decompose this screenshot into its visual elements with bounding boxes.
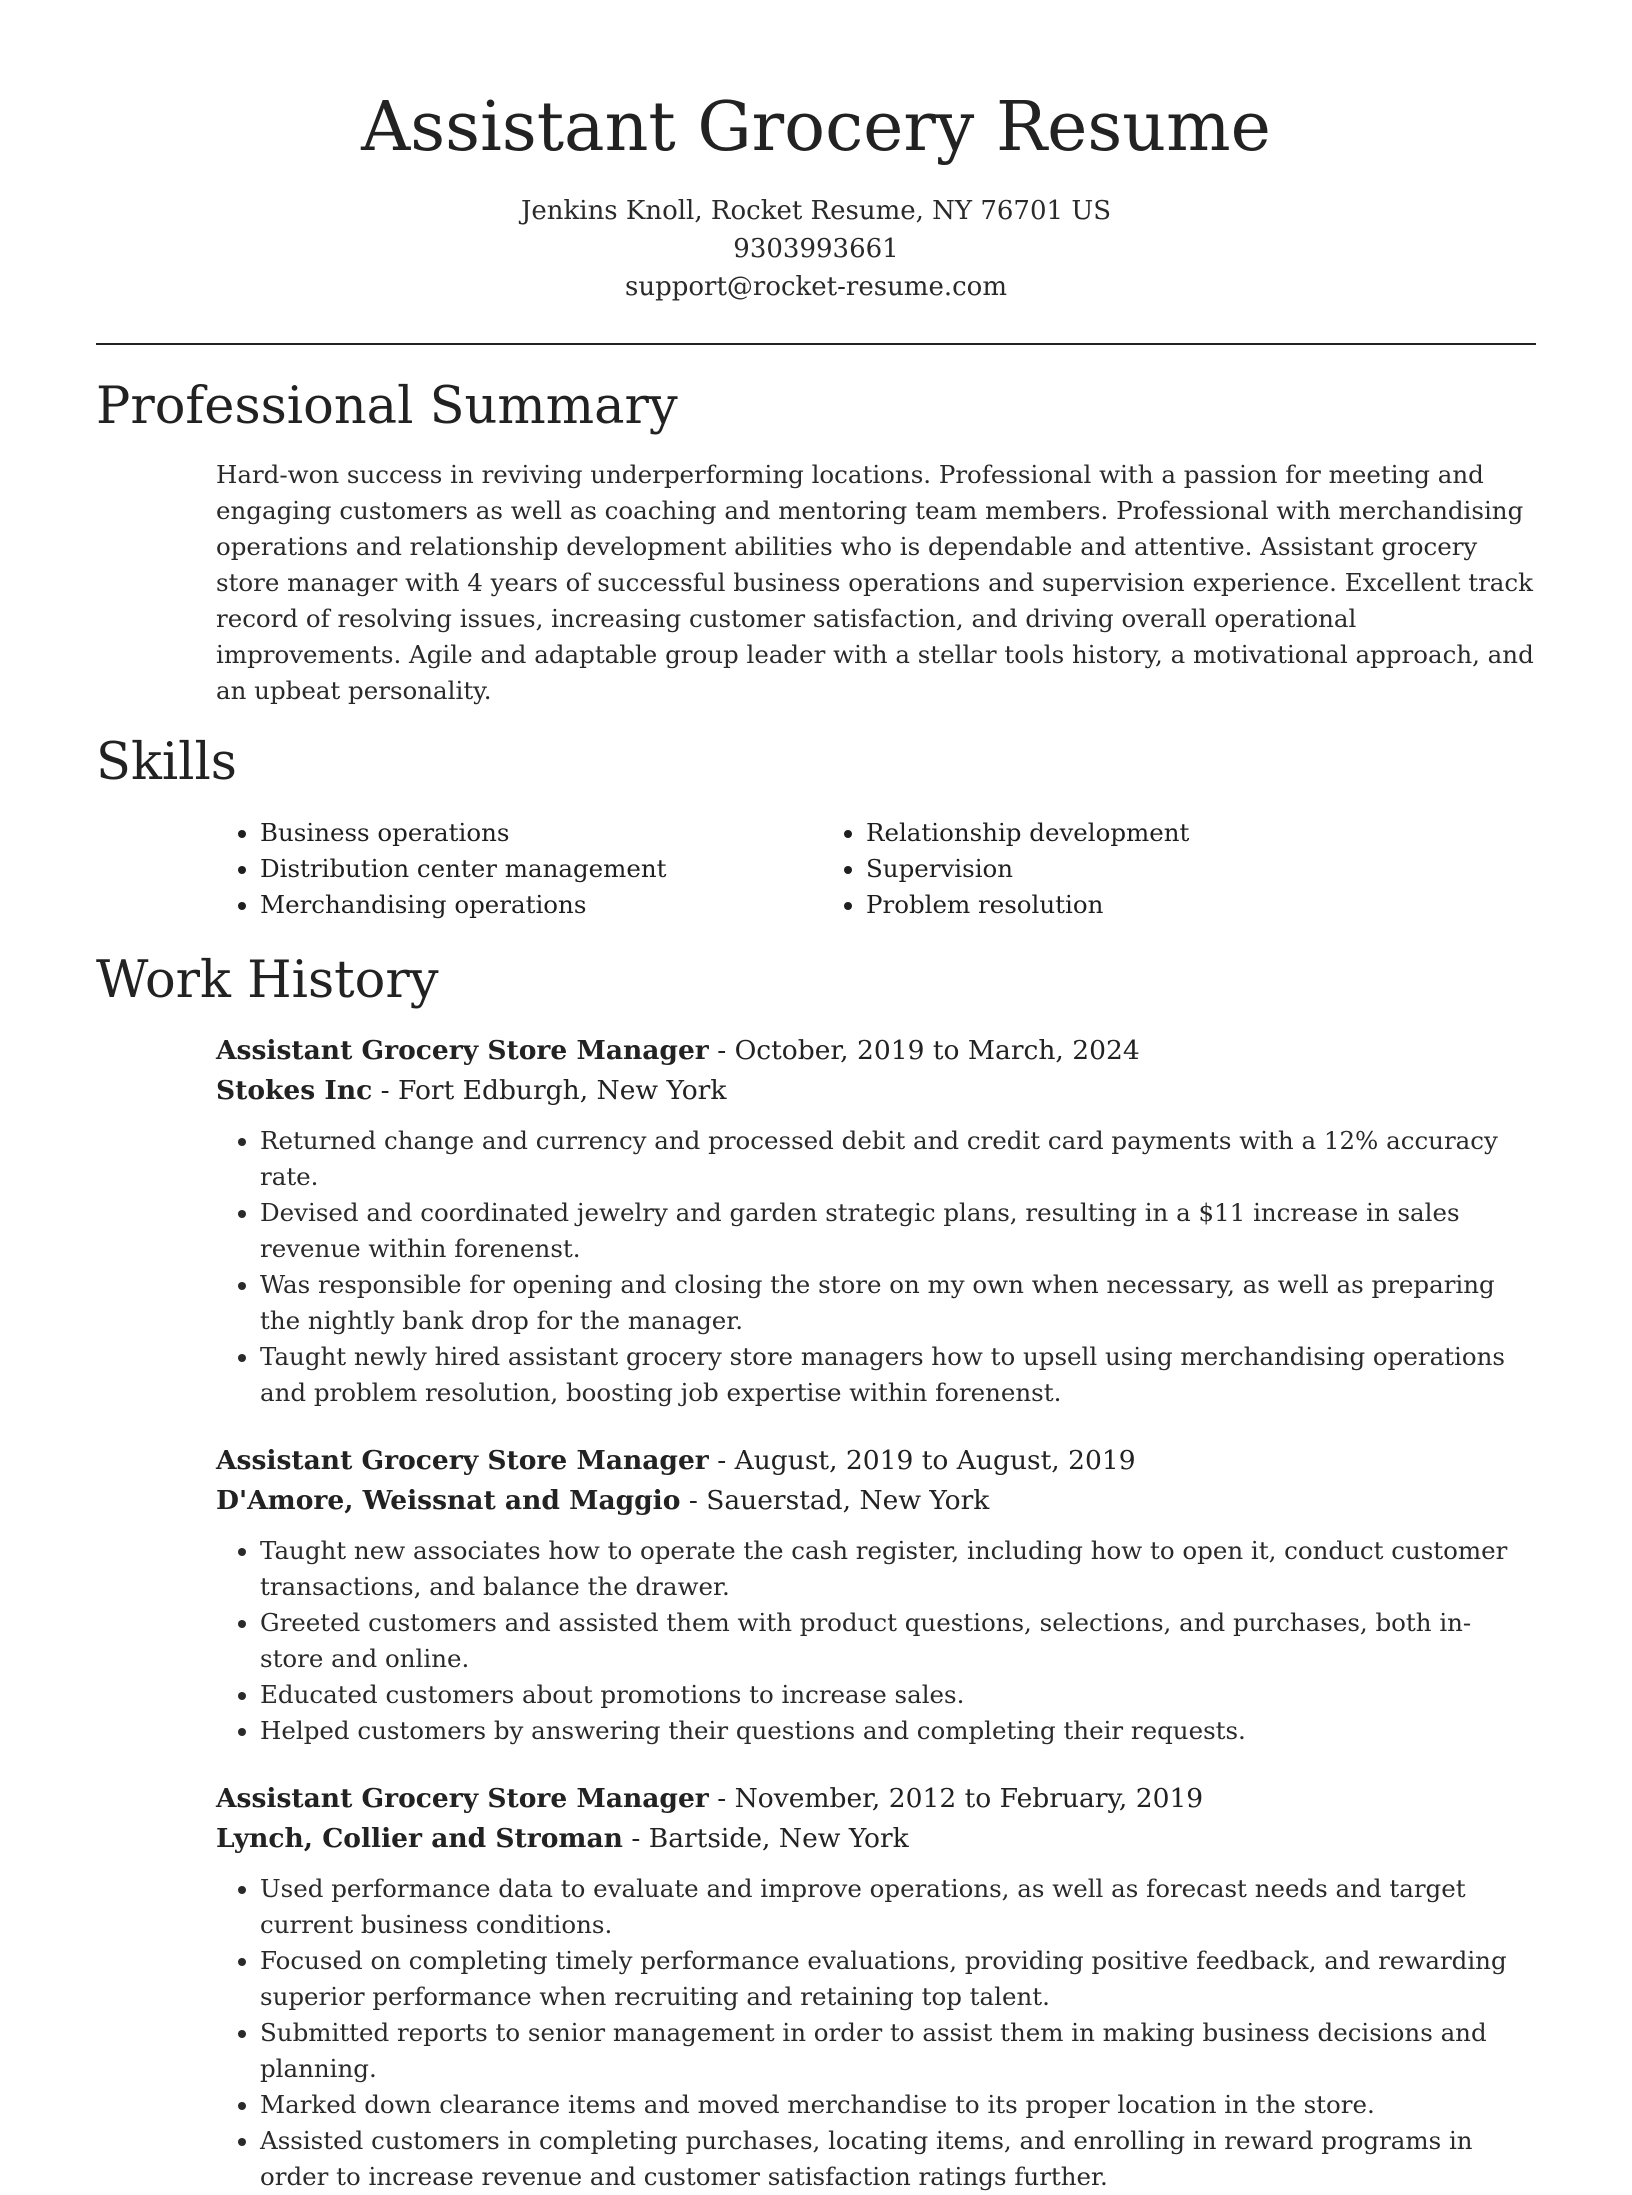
job-bullets (216, 1533, 1536, 1749)
job-bullet: • Used performance data to evaluate and improve operations, as well as forecast needs and target current business conditions. (260, 1871, 1536, 1943)
job-entry (216, 1031, 1536, 1411)
skill-item: • Relationship development (866, 815, 1428, 851)
job-title-line (216, 1441, 1536, 1481)
job-role: Assistant Grocery Store Manager (216, 1783, 709, 1814)
job-company: D'Amore, Weissnat and Maggio (216, 1485, 681, 1516)
job-company-line (216, 1481, 1536, 1521)
skill-item: • Merchandising operations (260, 887, 822, 923)
work-history-heading: Work History (96, 951, 439, 1010)
job-dates: - August, 2019 to August, 2019 (708, 1445, 1136, 1476)
skills-list (216, 815, 1536, 923)
header-divider (96, 343, 1536, 345)
contact-email: support@rocket-resume.com (624, 272, 1007, 302)
job-bullet: • Helped customers by answering their questions and completing their requests. (260, 1713, 1536, 1749)
job-bullet: • Devised and coordinated jewelry and garden strategic plans, resulting in a $11 increase in sales revenue within forenenst. (260, 1195, 1536, 1267)
job-location: - Sauerstad, New York (680, 1485, 990, 1516)
job-bullet: • Assisted customers in completing purchases, locating items, and enrolling in reward programs in order to increase revenue and customer satisfaction ratings further. (260, 2123, 1536, 2195)
skill-item: • Business operations (260, 815, 822, 851)
job-bullet: • Was responsible for opening and closing the store on my own when necessary, as well as preparing the nightly bank drop for the manager. (260, 1267, 1536, 1339)
resume-header (96, 0, 1536, 306)
job-bullet: • Taught new associates how to operate the cash register, including how to open it, conduct customer transactions, and balance the drawer. (260, 1533, 1536, 1605)
skills-column-right (822, 815, 1428, 923)
skills-heading: Skills (96, 733, 237, 792)
job-bullet: • Submitted reports to senior management in order to assist them in making business decisions and planning. (260, 2015, 1536, 2087)
skills-column-left (216, 815, 822, 923)
job-bullet: • Greeted customers and assisted them with product questions, selections, and purchases, both in-store and online. (260, 1605, 1536, 1677)
job-title-line (216, 1779, 1536, 1819)
job-role: Assistant Grocery Store Manager (216, 1035, 709, 1066)
job-company-line (216, 1071, 1536, 1111)
job-company-line (216, 1819, 1536, 1859)
job-dates: - November, 2012 to February, 2019 (708, 1783, 1204, 1814)
summary-heading: Professional Summary (96, 377, 678, 436)
skill-item: • Problem resolution (866, 887, 1428, 923)
job-bullets (216, 1123, 1536, 1411)
skill-item: • Distribution center management (260, 851, 822, 887)
summary-text: Hard-won success in reviving underperforming locations. Professional with a passion for meeting and engaging customers as well as coaching and mentoring team members. Professional with merchandising operations and relationship development abilities who is dependable and attentive. Assistant grocery store manager with 4 years of successful business operations and supervision experience. Excellent track record of resolving issues, increasing customer satisfaction, and driving overall operational improvements. Agile and adaptable group leader with a stellar tools history, a motivational approach, and an upbeat personality. (216, 460, 1534, 705)
job-bullet: • Returned change and currency and processed debit and credit card payments with a 12% accuracy rate. (260, 1123, 1536, 1195)
job-company: Stokes Inc (216, 1075, 373, 1106)
job-title-line (216, 1031, 1536, 1071)
resume-title: Assistant Grocery Resume (361, 88, 1271, 167)
job-location: - Bartside, New York (622, 1823, 909, 1854)
job-role: Assistant Grocery Store Manager (216, 1445, 709, 1476)
job-bullet: • Taught newly hired assistant grocery store managers how to upsell using merchandising operations and problem resolution, boosting job expertise within forenenst. (260, 1339, 1536, 1411)
job-dates: - October, 2019 to March, 2024 (708, 1035, 1140, 1066)
job-location: - Fort Edburgh, New York (372, 1075, 727, 1106)
job-bullet: • Focused on completing timely performance evaluations, providing positive feedback, and rewarding superior performance when recruiting and retaining top talent. (260, 1943, 1536, 2015)
job-bullets (216, 1871, 1536, 2195)
skill-item: • Supervision (866, 851, 1428, 887)
job-bullet: • Educated customers about promotions to increase sales. (260, 1677, 1536, 1713)
job-company: Lynch, Collier and Stroman (216, 1823, 623, 1854)
contact-address: Jenkins Knoll, Rocket Resume, NY 76701 US (520, 196, 1112, 226)
job-entry (216, 1779, 1536, 2195)
contact-phone: 9303993661 (733, 234, 899, 264)
job-entry (216, 1441, 1536, 1749)
resume-page (96, 0, 1536, 2195)
job-bullet: • Marked down clearance items and moved merchandise to its proper location in the store. (260, 2087, 1536, 2123)
